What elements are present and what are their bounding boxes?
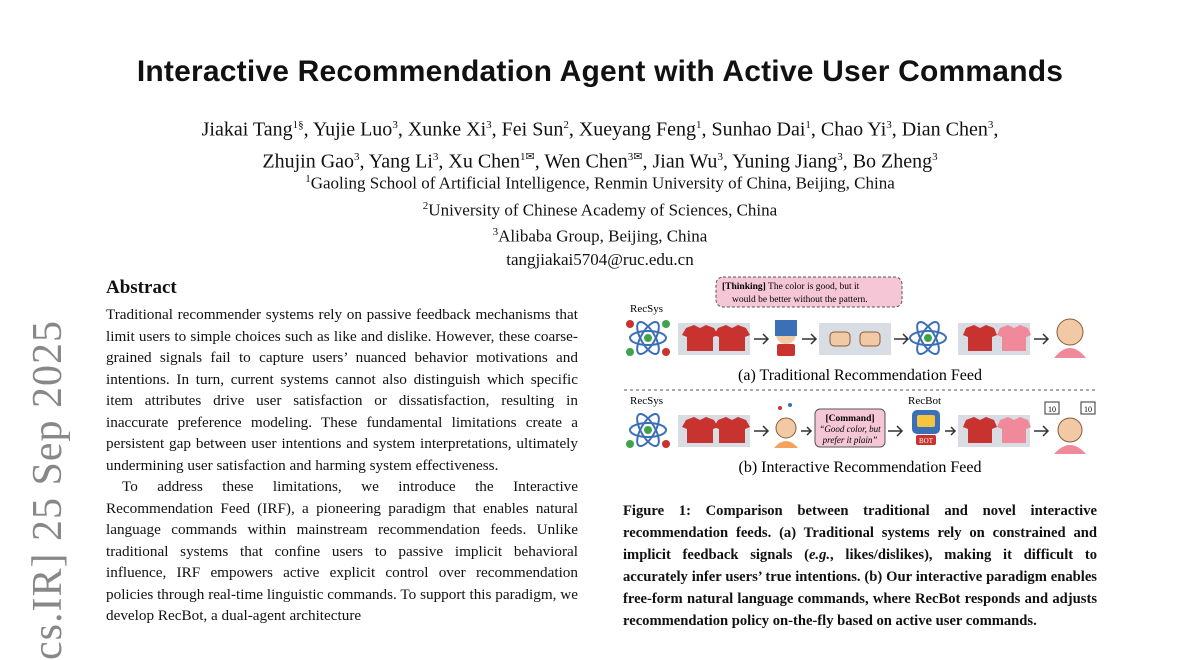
arrow-icon bbox=[1034, 334, 1048, 344]
thinking-text-line2: would be better without the pattern. bbox=[732, 295, 868, 305]
author-name: Xunke Xi bbox=[407, 118, 487, 141]
arrow-icon bbox=[802, 334, 816, 344]
score-card-right: 10 bbox=[1084, 405, 1092, 414]
command-text-line2: prefer it plain” bbox=[822, 435, 878, 445]
affiliation-3: $^3$Alibaba Group, Beijing, China bbox=[492, 226, 708, 246]
recbot-label: RecBot bbox=[908, 395, 941, 407]
author-affiliation-mark: 1 bbox=[696, 119, 702, 131]
author-name: Bo Zheng bbox=[852, 150, 933, 173]
arrow-icon bbox=[754, 426, 768, 436]
arrow-icon bbox=[801, 427, 811, 435]
atom-icon bbox=[910, 319, 946, 357]
author-name: Sunhao Dai bbox=[711, 118, 806, 141]
score-card-left: 10 bbox=[1048, 405, 1056, 414]
affiliation-1: $^1$Gaoling School of Artificial Intelligence, Renmin University of China, Beijing, China bbox=[305, 173, 895, 193]
user-phone-icon bbox=[775, 320, 797, 356]
author-affiliation-mark: 1✉ bbox=[520, 150, 535, 163]
author-name: Yang Li bbox=[368, 150, 433, 173]
abstract-paragraph-2: To address these limitations, we introduce the Interactive Recommendation Feed (IRF), a pioneering paradigm that enables natural language commands within mainstream recommendation feeds. Unlike traditional systems that confine users to passive implicit behavioral influence, IRF empowers active explicit control over recommendation policies through real-time linguistic commands. To support this paradigm, we develop RecBot, a dual-agent architecture bbox=[106, 478, 578, 624]
confused-user-icon bbox=[1054, 319, 1086, 358]
author-name: Wen Chen bbox=[544, 150, 628, 173]
author-affiliation-mark: 1§ bbox=[292, 119, 304, 131]
author-affiliation-mark: 3 bbox=[837, 150, 843, 163]
author-name: Dian Chen bbox=[901, 118, 988, 141]
robot-icon bbox=[912, 410, 940, 445]
paper-title: Interactive Recommendation Agent with Active User Commands bbox=[136, 55, 1064, 88]
bot-badge-text: BOT bbox=[919, 437, 933, 445]
author-name: Xueyang Feng bbox=[578, 118, 697, 141]
author-list bbox=[100, 112, 1100, 175]
thinking-text-line1: [Thinking] The color is good, but it bbox=[722, 282, 860, 292]
talking-user-icon bbox=[774, 403, 798, 448]
author-name: Xu Chen bbox=[448, 150, 521, 173]
author-name: Jian Wu bbox=[652, 150, 718, 173]
atom-icon bbox=[626, 411, 670, 449]
affiliations bbox=[100, 168, 1100, 271]
author-line-2: Zhujin Gao$^3$, Yang Li$^3$, Xu Chen$^{1✉}$, Wen Chen$^{3✉}$, Jian Wu$^3$, Yuning Jiang$^3$, Bo Zheng$^3$ bbox=[262, 150, 938, 173]
author-affiliation-mark: 3✉ bbox=[627, 150, 643, 163]
author-affiliation-mark: 3 bbox=[717, 150, 723, 163]
author-name: Jiakai Tang bbox=[201, 118, 293, 141]
arrow-icon bbox=[945, 427, 955, 435]
author-affiliation-mark: 3 bbox=[486, 119, 492, 131]
abstract-heading: Abstract bbox=[106, 277, 177, 298]
abstract-body bbox=[106, 304, 578, 627]
author-affiliation-mark: 1 bbox=[805, 119, 811, 131]
figure-1 bbox=[620, 272, 1100, 487]
arrow-icon bbox=[754, 334, 768, 344]
figure-1-illustration bbox=[620, 272, 1100, 487]
author-line-1: Jiakai Tang$^{1\S}$, Yujie Luo$^3$, Xunke Xi$^3$, Fei Sun$^2$, Xueyang Feng$^1$, Sunhao Dai$^1$, Chao Yi$^3$, Dian Chen$^3$, bbox=[201, 118, 999, 141]
figure-label-a: (a) Traditional Recommendation Feed bbox=[738, 367, 982, 384]
arxiv-stamp: cs.IR] 25 Sep 2025 bbox=[25, 320, 71, 660]
author-affiliation-mark: 3 bbox=[932, 150, 938, 163]
author-affiliation-mark: 2 bbox=[563, 119, 569, 131]
author-name: Yuning Jiang bbox=[732, 150, 838, 173]
author-affiliation-mark: 3 bbox=[987, 119, 994, 131]
recsys-label-a: RecSys bbox=[630, 303, 663, 315]
abstract-paragraph-1: Traditional recommender systems rely on passive feedback mechanisms that limit users to simple choices such as like and dislike. However, these coarse-grained signals fail to capture users’ nuanced behavior motivations and intentions. In turn, current systems cannot also distinguish which specific item attributes drive user satisfaction or dissatisfaction, resulting in inaccurate preference modeling. These fundamental limitations create a persistent gap between user intentions and system interpretations, ultimately undermining user satisfaction and harming system effectiveness. bbox=[106, 306, 578, 474]
author-name: Fei Sun bbox=[501, 118, 564, 141]
command-text-line1: “Good color, but bbox=[819, 424, 881, 434]
figure-label-b: (b) Interactive Recommendation Feed bbox=[738, 459, 982, 476]
affiliation-2: $^2$University of Chinese Academy of Sciences, China bbox=[422, 199, 778, 220]
author-email: tangjiakai5704@ruc.edu.cn bbox=[506, 249, 694, 269]
recsys-label-b: RecSys bbox=[630, 395, 663, 407]
arrow-icon bbox=[1034, 426, 1048, 436]
arrow-icon bbox=[888, 426, 902, 436]
author-affiliation-mark: 3 bbox=[886, 119, 892, 131]
author-affiliation-mark: 3 bbox=[432, 150, 439, 163]
author-name: Zhujin Gao bbox=[262, 150, 355, 173]
command-tag: [Command] bbox=[825, 414, 875, 424]
arrow-icon bbox=[894, 334, 908, 344]
figure-1-caption: Figure 1: Comparison between traditional and novel interactive recommendation feeds. (a) Traditional systems rely on constrained and implicit feedback signals (e.g., likes/dislikes), making it difficult to accurately infer users’ true intentions. (b) Our interactive paradigm enables free-form natural language commands, where RecBot responds and adjusts recommendation policy on-the-fly based on active user commands. bbox=[623, 503, 1097, 629]
author-affiliation-mark: 3 bbox=[392, 119, 398, 131]
author-affiliation-mark: 3 bbox=[354, 150, 360, 163]
author-name: Chao Yi bbox=[820, 118, 887, 141]
happy-user-icon bbox=[1045, 402, 1095, 454]
atom-icon bbox=[626, 319, 670, 357]
author-name: Yujie Luo bbox=[312, 118, 393, 141]
